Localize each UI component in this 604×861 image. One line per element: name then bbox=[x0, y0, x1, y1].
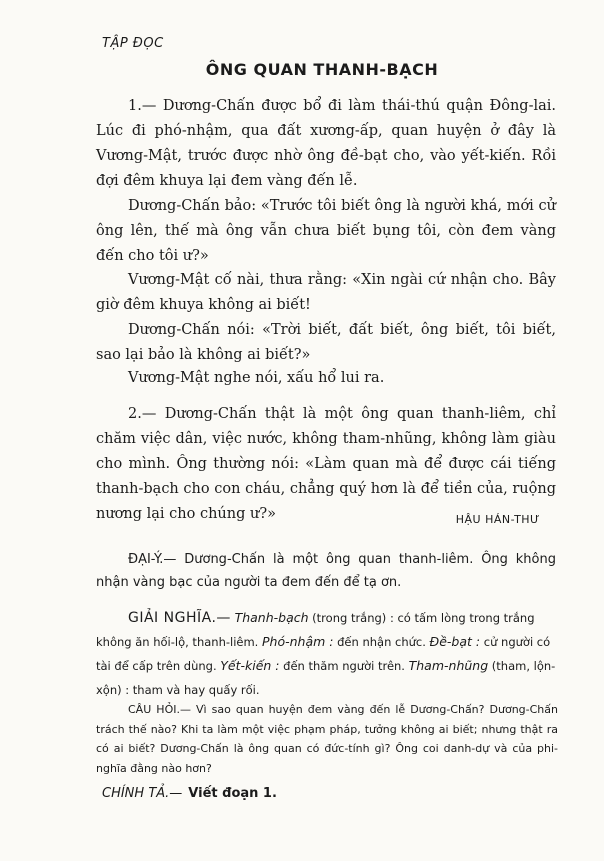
paragraph-1: 1.— Dương-Chấn được bổ đi làm thái-thú quận Đông-lai. Lúc đi phó-nhậm, qua đất xương-ấp, quan huyện ở đây là Vương-Mật, trước được nhờ ông đề-bạt cho, vào yết-kiến. Rồi đợi đêm khuya lại đem vàng đến lễ. bbox=[96, 98, 556, 189]
passage-block-2 bbox=[96, 194, 556, 269]
def-de-bat: cử người có tài để cấp trên dùng. bbox=[96, 635, 551, 673]
main-idea-text: ĐẠI-Ý.— Dương-Chấn là một ông quan thanh-liêm. Ông không nhận vàng bạc của người ta đem đến để tạ ơn. bbox=[96, 552, 556, 590]
dictation-text: Viết đoạn 1. bbox=[188, 786, 277, 801]
vocabulary-label: GIẢI NGHĨA.— bbox=[128, 610, 231, 626]
questions-section bbox=[96, 700, 558, 778]
term-de-bat: Đề-bạt : bbox=[429, 634, 481, 649]
section-header: TẬP ĐỌC bbox=[102, 36, 164, 51]
paragraph-5: Vương-Mật nghe nói, xấu hổ lui ra. bbox=[128, 370, 385, 386]
term-pho-nham: Phó-nhậm : bbox=[261, 634, 334, 649]
questions-text: CÂU HỎI.— Vì sao quan huyện đem vàng đến lễ Dương-Chấn? Dương-Chấn trách thế nào? Khi ta làm một việc phạm pháp, tưởng không ai biết; nhưng thật ra có ai biết? Dương-Chấn là ông quan có đức-tính gì? Ông coi danh-dự và của phi-nghĩa đằng nào hơn? bbox=[96, 703, 558, 775]
def-thanh-bach: (trong trắng) : có tấm lòng trong trắng không ăn hối-lộ, thanh-liêm. bbox=[96, 611, 535, 649]
term-yet-kien: Yết-kiến : bbox=[220, 658, 280, 673]
passage-block-3 bbox=[96, 268, 556, 318]
def-tham-nhung: (tham, lộn-xộn) : tham và hay quấy rối. bbox=[96, 659, 556, 697]
reading-passage bbox=[96, 94, 556, 194]
lesson-title: ÔNG QUAN THANH-BẠCH bbox=[205, 60, 439, 79]
term-tham-nhung: Tham-nhũng bbox=[408, 658, 489, 673]
paragraph-4: Dương-Chấn nói: «Trời biết, đất biết, ông biết, tôi biết, sao lại bảo là không ai biết?» bbox=[96, 322, 556, 363]
def-pho-nham: đến nhận chức. bbox=[333, 635, 430, 649]
paragraph-3: Vương-Mật cố nài, thưa rằng: «Xin ngài cứ nhận cho. Bây giờ đêm khuya không ai biết! bbox=[96, 272, 556, 313]
passage-block-5 bbox=[96, 366, 556, 391]
source-citation: HẬU HÁN-THƯ bbox=[455, 513, 540, 526]
passage-block-6 bbox=[96, 402, 556, 527]
paragraph-2: Dương-Chấn bảo: «Trước tôi biết ông là người khá, mới cử ông lên, thế mà ông vẫn chưa biết bụng tôi, còn đem vàng đến cho tôi ư?» bbox=[96, 198, 556, 264]
vocabulary-section bbox=[96, 606, 558, 702]
main-idea-section bbox=[96, 548, 556, 594]
term-thanh-bach: Thanh-bạch bbox=[234, 610, 309, 625]
vocabulary-text bbox=[96, 606, 558, 702]
dictation-section bbox=[102, 786, 277, 801]
passage-block-4 bbox=[96, 318, 556, 368]
paragraph-6: 2.— Dương-Chấn thật là một ông quan thanh-liêm, chỉ chăm việc dân, việc nước, không tham-nhũng, không làm giàu cho mình. Ông thường nói: «Làm quan mà để được cái tiếng thanh-bạch cho con cháu, chẳng quý hơn là để tiền của, ruộng nương lại cho chúng ư?» bbox=[96, 406, 556, 522]
dictation-label: CHÍNH TẢ.— bbox=[102, 786, 183, 801]
def-yet-kien: đến thăm người trên. bbox=[279, 659, 409, 673]
